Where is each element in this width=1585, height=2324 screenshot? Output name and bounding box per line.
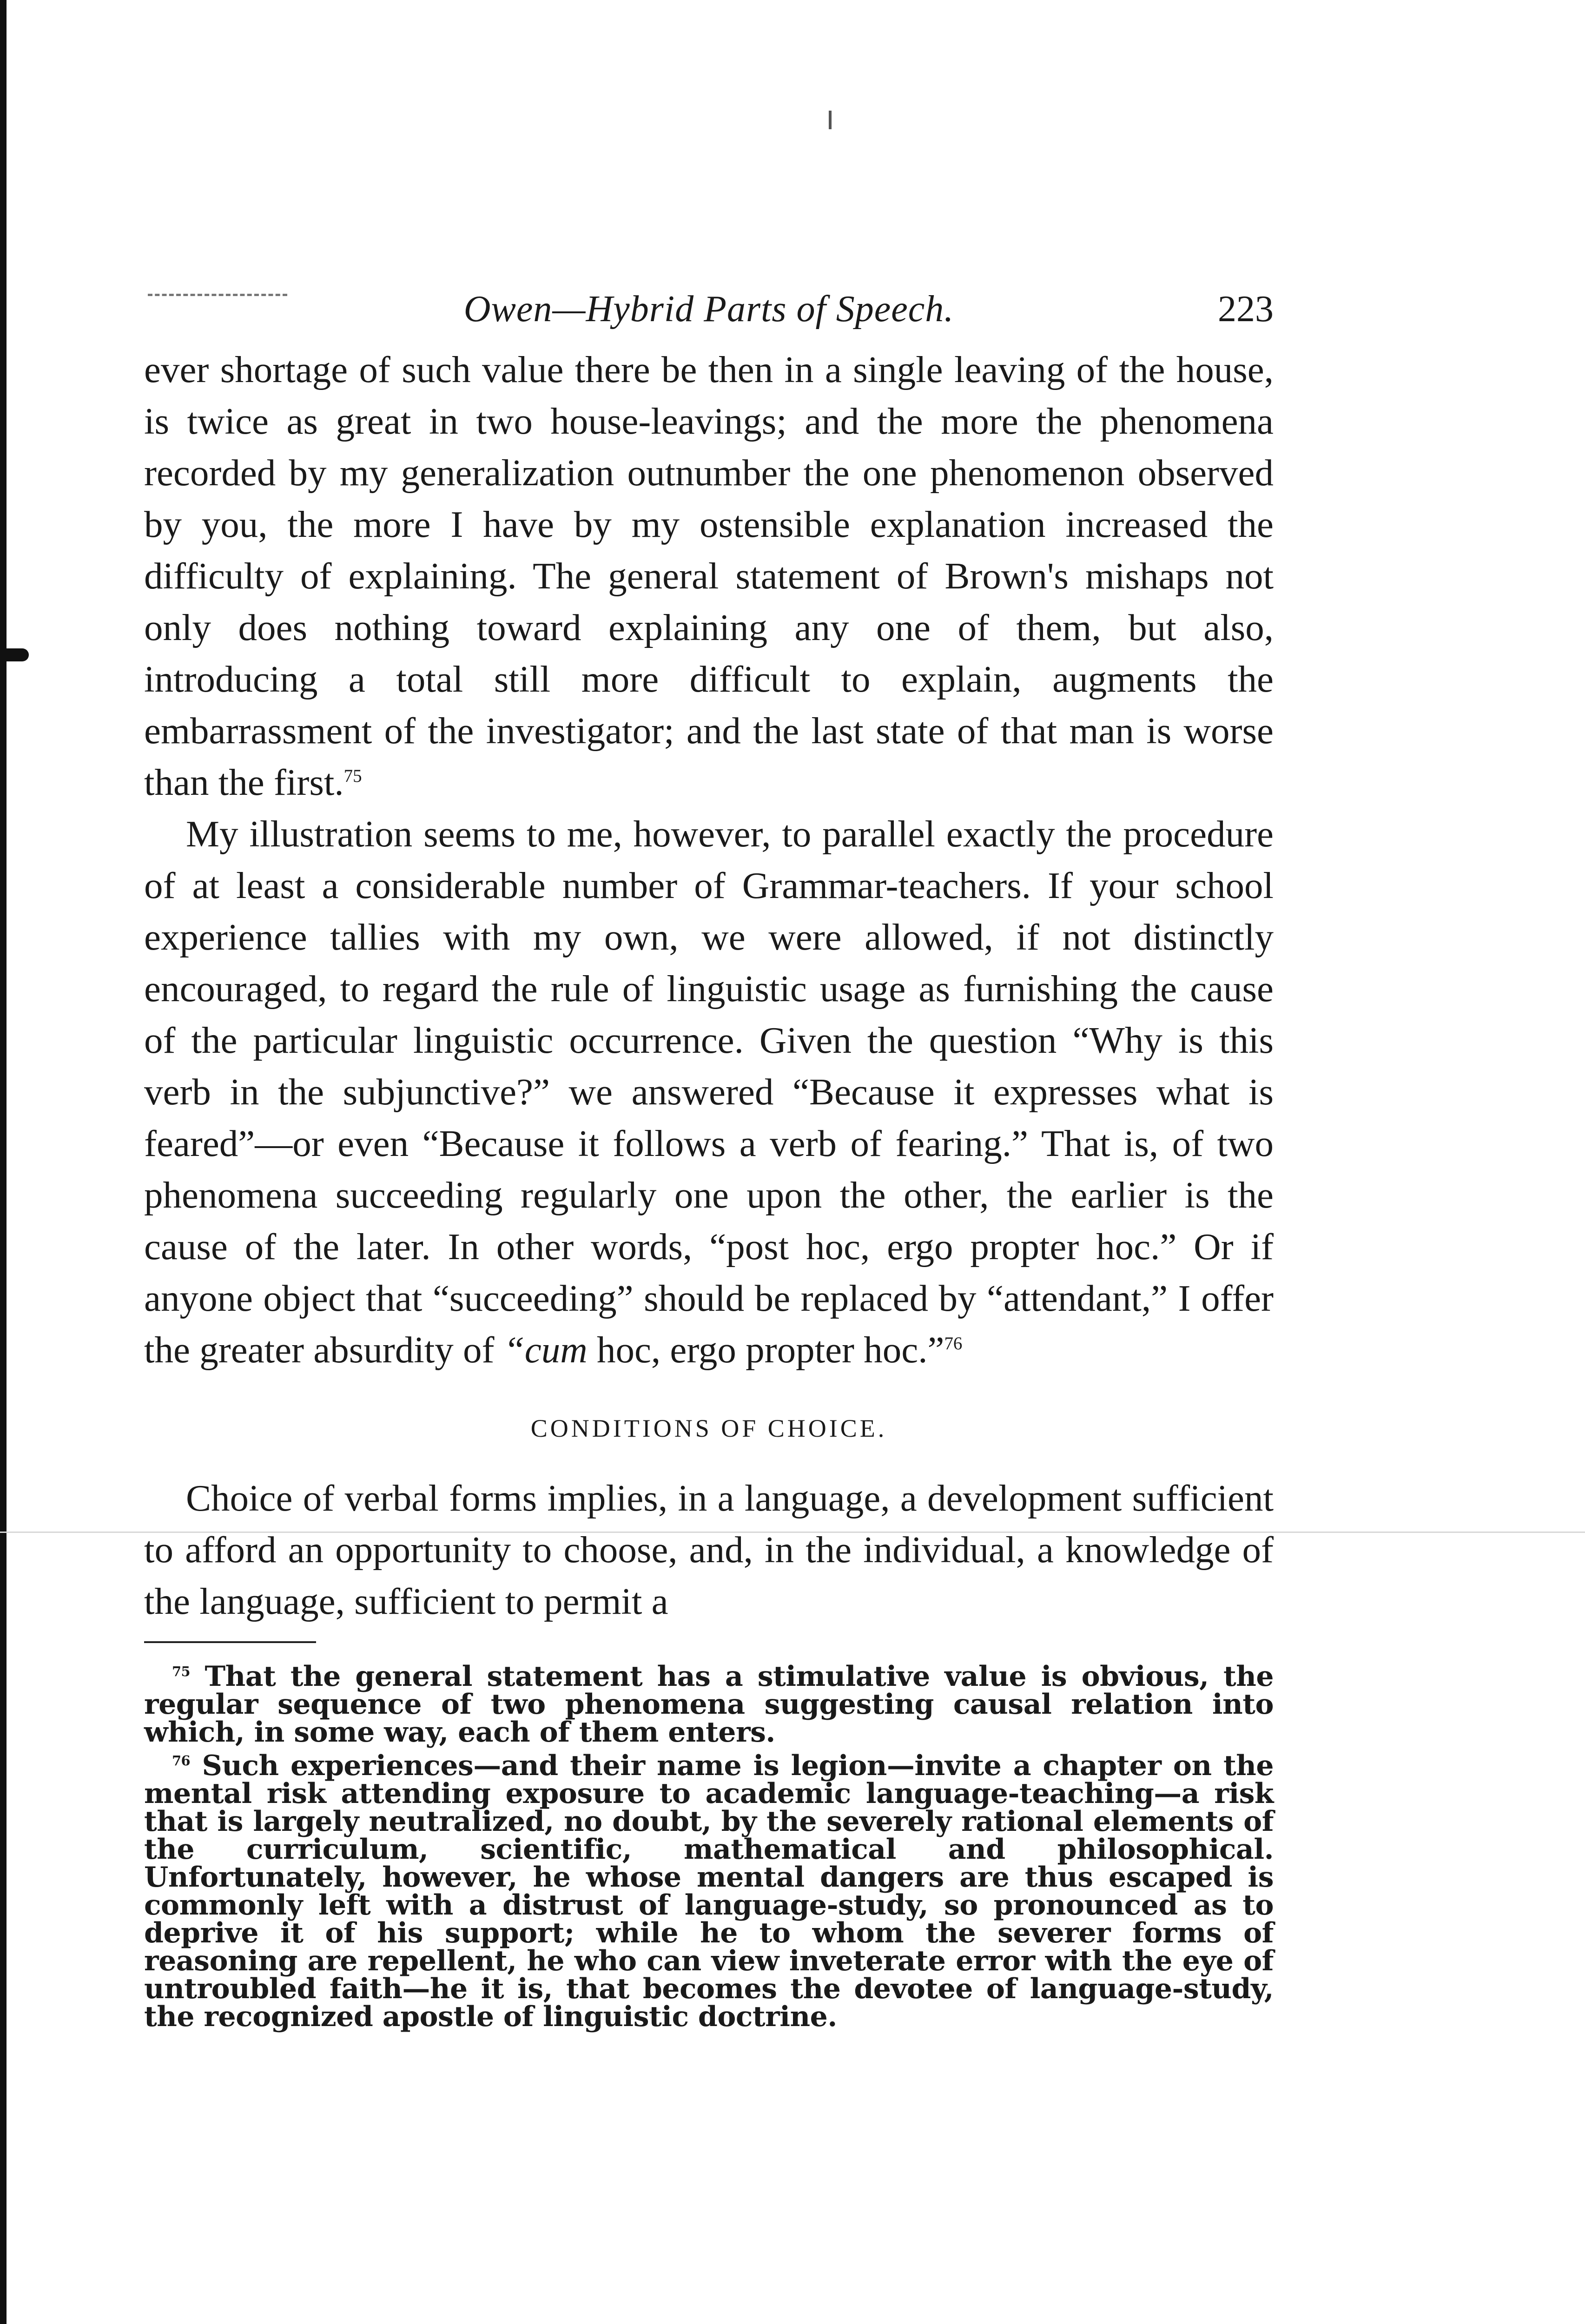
note-ref-76: 76 [944,1334,963,1353]
footnotes [144,1660,1274,2033]
footnote-76 [144,1752,1274,2031]
footnote-rule [144,1641,316,1643]
footnote-76-text: Such experiences—and their name is legion—invite a chapter on the mental risk attending exposure to academic language-teaching—a risk that is largely neutralized, no doubt, by the severely rational elements of the curriculum, scientific, mathematical and philosophical. Unfortunately, however, he whose mental dangers are thus escaped is commonly left with a distrust of language-study, so pronounced as to deprive it of his support; while he to whom the severer forms of reasoning are repellent, he who can view inveterate error with the eye of untroubled faith—he it is, that becomes the devotee of language-study, the recognized apostle of linguistic doctrine. [144,1750,1274,2033]
note-ref-75: 75 [343,766,362,786]
scan-edge-bar [0,0,7,2324]
paragraph-2-text: My illustration seems to me, however, to parallel exactly the procedure of at least a considerable number of Grammar-teachers. If your school experience tallies with my own, we were allowed, if not distinctly encouraged, to regard the rule of linguistic usage as furnishing the cause of the particular linguistic occurrence. Given the question “Why is this verb in the subjunctive?” we answered “Because it expresses what is feared”—or even “Because it follows a verb of fearing.” That is, of two phenomena succeeding regularly one upon the other, the earlier is the cause of the later. In other words, “post hoc, ergo propter hoc.” Or if anyone object that “succeeding” should be replaced by “attendant,” I offer the greater absurdity of [144,813,1274,1371]
footnote-75-text: That the general statement has a stimulative value is obvious, the regular sequence of two phenomena suggesting causal relation into which, in some way, each of them enters. [144,1660,1274,1749]
paragraph-1 [144,344,1274,808]
document-page [144,279,1274,2036]
running-head [144,279,1274,344]
scan-edge-notch [0,648,29,661]
body-text [144,344,1274,1627]
paragraph-1-text: ever shortage of such value there be then in a single leaving of the house, is twice as great in two house-leavings; and the more the phenomena recorded by my generalization outnumber the one phenomenon observed by you, the more I have by my ostensible explanation increased the difficulty of explaining. The general statement of Brown's mishaps not only does nothing toward explaining any one of them, but also, introducing a total still more difficult to explain, augments the embarrassment of the investigator; and the last state of that man is worse than the first. [144,349,1274,803]
page-number: 223 [1218,289,1274,330]
paragraph-3: Choice of verbal forms implies, in a language, a development sufficient to afford an opportunity to choose, and, in the individual, a knowledge of the language, sufficient to permit a [144,1477,1274,1622]
footnote-75 [144,1660,1274,1749]
section-heading: CONDITIONS OF CHOICE. [530,1414,887,1442]
scan-mark-top [829,111,832,129]
paragraph-2 [144,808,1274,1376]
running-head-title: Owen—Hybrid Parts of Speech. [463,289,954,330]
paragraph-2-italic: “cum [503,1329,588,1371]
footnote-76-number: 76 [172,1753,191,1769]
footnote-75-number: 75 [172,1664,191,1679]
paragraph-2-tail: hoc, ergo propter hoc.” [587,1329,944,1371]
